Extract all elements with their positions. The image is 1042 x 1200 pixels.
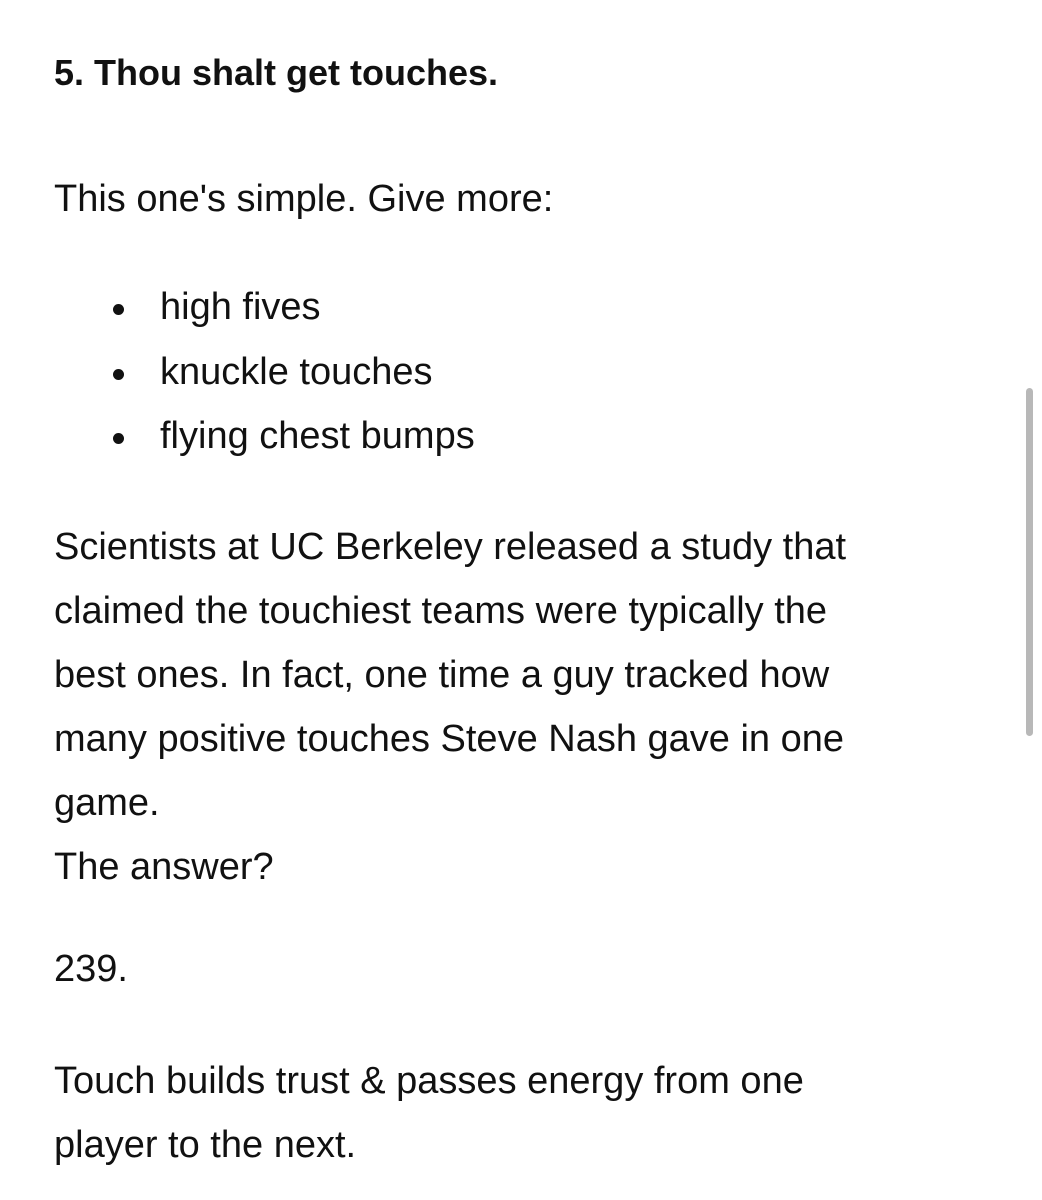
paragraph-line: game. <box>54 782 160 824</box>
list-item-label: high fives <box>160 286 321 328</box>
list-item-label: knuckle touches <box>160 350 433 393</box>
vertical-scrollbar[interactable] <box>1026 388 1033 736</box>
bullet-icon <box>113 304 124 315</box>
section-heading: 5. Thou shalt get touches. <box>54 52 499 93</box>
list-item-label: flying chest bumps <box>160 415 475 457</box>
answer-text: 239. <box>54 948 128 990</box>
closing-paragraph <box>54 1049 804 1177</box>
intro-text: This one's simple. Give more: <box>54 178 554 220</box>
paragraph-line: The answer? <box>54 846 274 888</box>
paragraph-line: Touch builds trust & passes energy from one <box>54 1060 804 1102</box>
paragraph-line: best ones. In fact, one time a guy tracked how <box>54 654 830 696</box>
study-paragraph <box>54 515 994 899</box>
paragraph-line: claimed the touchiest teams were typically the <box>54 590 828 632</box>
paragraph-line: many positive touches Steve Nash gave in one <box>54 718 845 760</box>
paragraph-line: Scientists at UC Berkeley released a study that <box>54 526 847 568</box>
bullet-icon <box>113 369 124 380</box>
bullet-icon <box>113 433 124 444</box>
paragraph-line: player to the next. <box>54 1124 357 1166</box>
